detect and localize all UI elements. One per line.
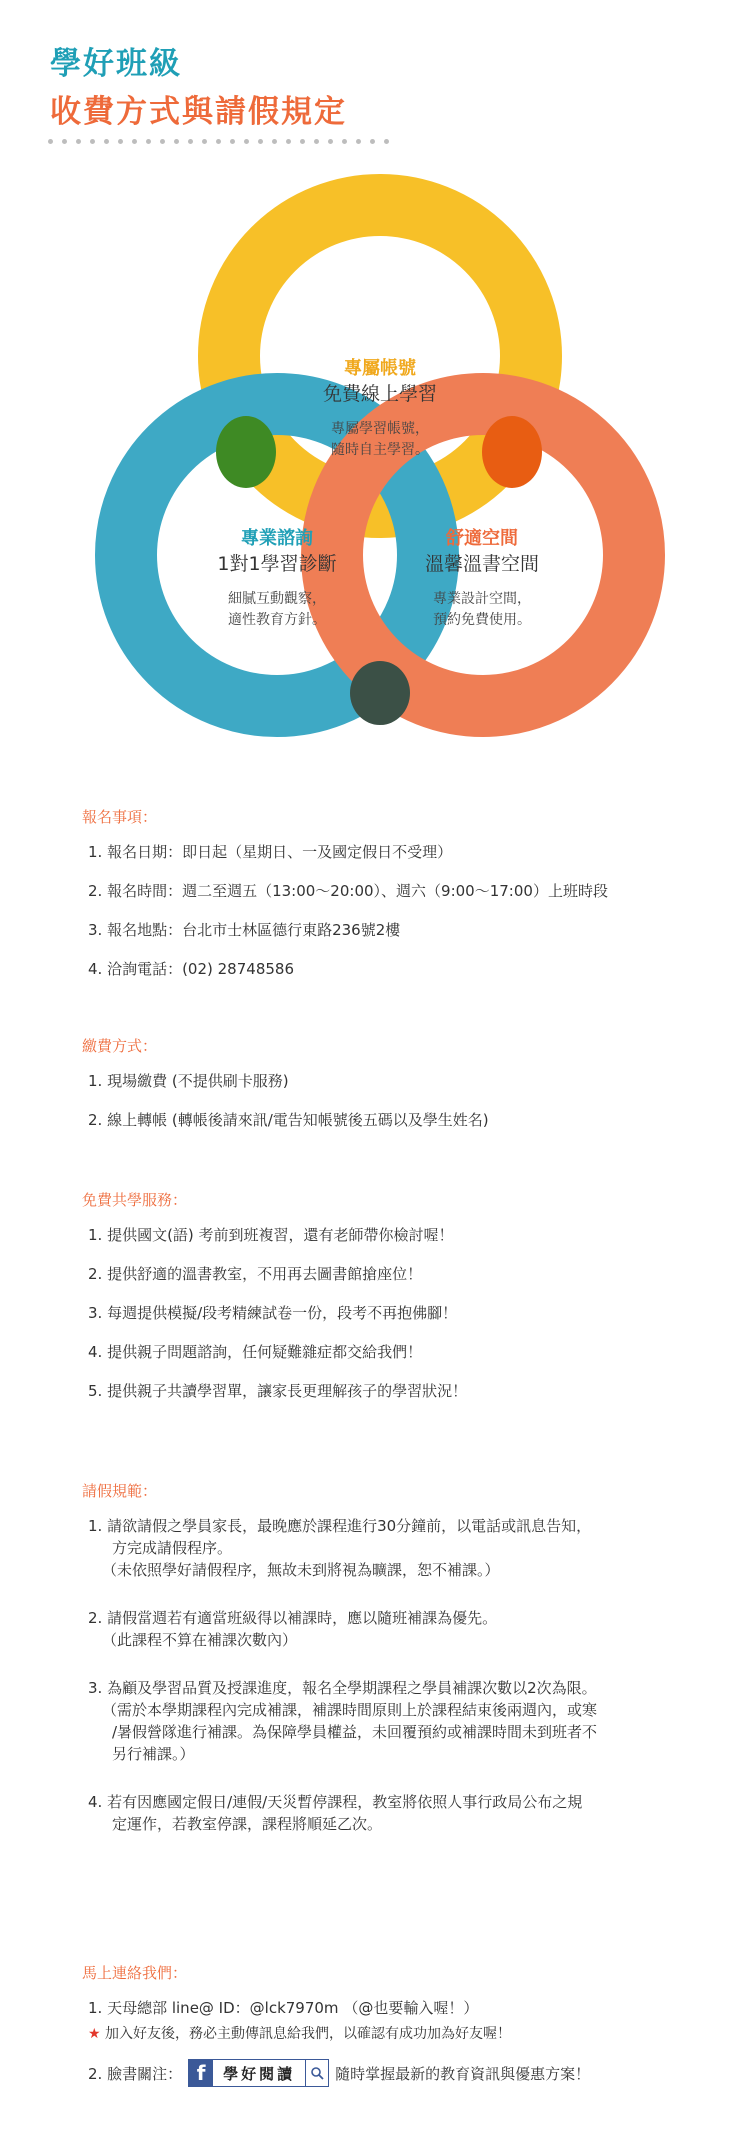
leave-title: 請假規範： xyxy=(82,1482,158,1500)
facebook-prefix: 2. 臉書關注： xyxy=(88,2064,183,2083)
registration-item: 4. 洽詢電話：(02) 28748586 xyxy=(88,960,294,978)
diagram-right-desc-2: 預約免費使用。 xyxy=(433,612,531,628)
overlap-top-left xyxy=(216,416,276,488)
diagram-right-desc-1: 專業設計空間， xyxy=(433,591,531,607)
contact-title: 馬上連絡我們： xyxy=(82,1964,188,1982)
leave-rule-text: 方完成請假程序。 xyxy=(112,1539,233,1557)
leave-rule-4 xyxy=(88,1791,597,1835)
contact-line-id: 1. 天母總部 line@ ID：@lck7970m （@也要輸入喔！） xyxy=(88,1999,479,2017)
registration-item: 1. 報名日期：即日起（星期日、一及國定假日不受理） xyxy=(88,843,453,861)
registration-item: 2. 報名時間：週二至週五（13:00～20:00）、週六（9:00～17:00）上班時段 xyxy=(88,882,608,900)
leave-rule-text: 定運作，若教室停課，課程將順延乙次。 xyxy=(112,1815,383,1833)
diagram-left-desc-2: 適性教育方針。 xyxy=(228,612,326,628)
diagram-right-heading: 舒適空間 xyxy=(446,528,518,549)
star-icon: ★ xyxy=(88,2026,101,2042)
registration-section xyxy=(82,806,608,997)
service-item: 2. 提供舒適的溫書教室，不用再去圖書館搶座位！ xyxy=(88,1265,423,1283)
diagram-top-text xyxy=(290,357,470,461)
leave-rule-note: （需於本學期課程內完成補課，補課時間原則上於課程結束後兩週內，或寒 xyxy=(102,1701,598,1719)
page-subtitle: 收費方式與請假規定 xyxy=(50,94,347,130)
payment-title: 繳費方式： xyxy=(82,1037,158,1055)
page-title: 學好班級 xyxy=(50,46,182,82)
leave-rule-1 xyxy=(88,1515,597,1581)
payment-item: 1. 現場繳費 (不提供刷卡服務) xyxy=(88,1072,289,1090)
diagram-left-desc-1: 細膩互動觀察， xyxy=(228,591,326,607)
leave-rule-note: （未依照學好請假程序，無故未到將視為曠課，恕不補課。） xyxy=(102,1561,500,1579)
diagram-top-title: 免費線上學習 xyxy=(322,383,437,405)
facebook-page-button[interactable] xyxy=(188,2059,329,2087)
diagram-left-text xyxy=(187,527,367,631)
service-item: 1. 提供國文(語) 考前到班複習，還有老師帶你檢討喔！ xyxy=(88,1226,454,1244)
diagram-left-title: 1對1學習診斷 xyxy=(217,553,337,575)
contact-section xyxy=(82,1962,590,2087)
leave-rule-note: （此課程不算在補課次數內） xyxy=(102,1631,298,1649)
leave-rule-text: 3. 為顧及學習品質及授課進度，報名全學期課程之學員補課次數以2次為限。 xyxy=(88,1679,597,1697)
leave-section xyxy=(82,1480,597,1835)
search-icon xyxy=(305,2060,328,2086)
payment-item: 2. 線上轉帳 (轉帳後請來訊/電告知帳號後五碼以及學生姓名) xyxy=(88,1111,489,1129)
leave-rule-text: 1. 請欲請假之學員家長，最晚應於課程進行30分鐘前，以電話或訊息告知， xyxy=(88,1517,592,1535)
registration-title: 報名事項： xyxy=(82,808,158,826)
facebook-icon: f xyxy=(189,2060,213,2086)
diagram-right-text xyxy=(392,527,572,631)
overlap-top-right xyxy=(482,416,542,488)
leave-rule-3 xyxy=(88,1677,597,1765)
facebook-suffix: 隨時掌握最新的教育資訊與優惠方案！ xyxy=(335,2064,591,2083)
overlap-bottom xyxy=(350,661,410,725)
services-title: 免費共學服務： xyxy=(82,1191,188,1209)
payment-section xyxy=(82,1035,489,1148)
service-item: 3. 每週提供模擬/段考精練試卷一份，段考不再抱佛腳！ xyxy=(88,1304,458,1322)
contact-note-text: 加入好友後，務必主動傳訊息給我們，以確認有成功加為好友喔！ xyxy=(100,2026,512,2042)
diagram-top-heading: 專屬帳號 xyxy=(344,358,416,379)
leave-rule-text: 4. 若有因應國定假日/連假/天災暫停課程，教室將依照人事行政局公布之規 xyxy=(88,1793,583,1811)
leave-rule-2 xyxy=(88,1607,597,1651)
service-item: 4. 提供親子問題諮詢，任何疑難雜症都交給我們！ xyxy=(88,1343,423,1361)
services-section xyxy=(82,1189,467,1419)
registration-item: 3. 報名地點：台北市士林區德行東路236號2樓 xyxy=(88,921,401,939)
leave-rule-note: /暑假營隊進行補課。為保障學員權益，未回覆預約或補課時間未到班者不 xyxy=(112,1723,598,1741)
facebook-page-name: 學好閱讀 xyxy=(223,2064,296,2083)
diagram-top-desc-2: 隨時自主學習。 xyxy=(331,442,429,458)
contact-line-note xyxy=(88,2023,590,2045)
contact-facebook xyxy=(88,2059,590,2087)
diagram-left-heading: 專業諮詢 xyxy=(241,528,313,549)
diagram-right-title: 溫馨溫書空間 xyxy=(424,553,539,575)
diagram-top-desc-1: 專屬學習帳號， xyxy=(331,421,429,437)
leave-rule-note: 另行補課。） xyxy=(112,1745,195,1763)
leave-rule-text: 2. 請假當週若有適當班級得以補課時，應以隨班補課為優先。 xyxy=(88,1609,498,1627)
service-item: 5. 提供親子共讀學習單，讓家長更理解孩子的學習狀況！ xyxy=(88,1382,468,1400)
